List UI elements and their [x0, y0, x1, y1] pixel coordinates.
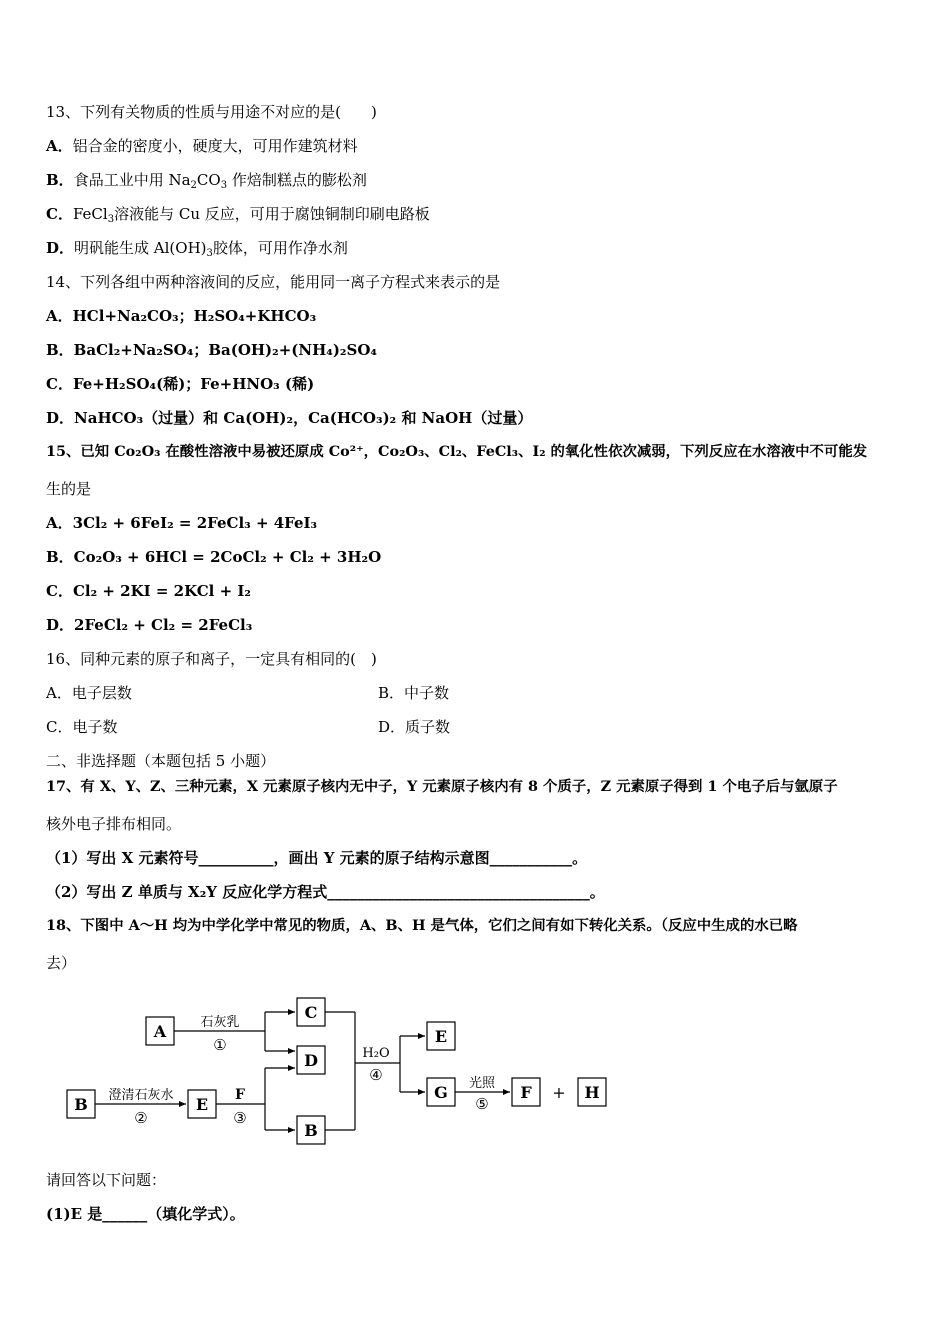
q16-option-b: B．中子数: [378, 684, 450, 702]
reagent-2: 澄清石灰水: [108, 1088, 174, 1103]
q14-option-d: D．NaHCO₃（过量）和 Ca(OH)₂，Ca(HCO₃)₂ 和 NaOH（过量）: [46, 409, 533, 427]
q15-option-c: C．Cl₂ + 2KI = 2KCl + I₂: [46, 582, 251, 600]
option-text: 食品工业中用 Na: [73, 171, 191, 189]
q15-option-a: A．3Cl₂ + 6FeI₂ = 2FeCl₃ + 4FeI₃: [46, 514, 318, 532]
reagent-1: 石灰乳: [200, 1015, 240, 1030]
step-1: ①: [213, 1036, 227, 1054]
q15-option-b: B．Co₂O₃ + 6HCl = 2CoCl₂ + Cl₂ + 3H₂O: [46, 548, 382, 566]
q17-stem-line2: 核外电子排布相同。: [46, 815, 182, 833]
q18-prompt: 请回答以下问题：: [46, 1171, 167, 1189]
node-g-label: G: [434, 1083, 448, 1102]
plus-sign: +: [552, 1083, 566, 1102]
node-b-left-label: B: [74, 1095, 88, 1114]
step-2: ②: [134, 1109, 148, 1127]
node-a-label: A: [153, 1022, 167, 1041]
q17-part2: （2）写出 Z 单质与 X₂Y 反应化学方程式___________________________________。: [46, 883, 605, 901]
q15-stem-line1: 15、已知 Co₂O₃ 在酸性溶液中易被还原成 Co²⁺，Co₂O₃、Cl₂、FeCl₃、I₂ 的氧化性依次减弱，下列反应在水溶液中不可能发: [46, 443, 868, 460]
node-d-label: D: [304, 1051, 318, 1070]
option-text: FeCl: [72, 205, 108, 223]
q16-option-a: A．电子层数: [46, 684, 132, 702]
option-text: 作焙制糕点的膨松剂: [227, 171, 367, 189]
node-f-label: F: [520, 1083, 532, 1102]
step-3: ③: [233, 1109, 247, 1127]
q14-stem: 14、下列各组中两种溶液间的反应，能用同一离子方程式来表示的是: [46, 273, 501, 291]
reagent-4: H₂O: [362, 1046, 390, 1061]
option-text: 明矾能生成 Al(OH): [74, 239, 207, 257]
option-text: 溶液能与 Cu 反应，可用于腐蚀铜制印刷电路板: [114, 205, 430, 223]
q14-option-b: B．BaCl₂+Na₂SO₄；Ba(OH)₂+(NH₄)₂SO₄: [46, 341, 377, 359]
node-e-mid-label: E: [195, 1095, 209, 1114]
q14-option-c: C．Fe+H₂SO₄(稀)；Fe+HNO₃ (稀): [46, 375, 315, 393]
q14-option-a: A．HCl+Na₂CO₃；H₂SO₄+KHCO₃: [46, 307, 317, 325]
subscript: 2: [190, 180, 197, 191]
q15-stem-line2: 生的是: [46, 480, 92, 498]
node-c-label: C: [304, 1003, 318, 1022]
subscript: 3: [107, 214, 115, 225]
q16-option-c: C．电子数: [46, 718, 118, 736]
q18-part1: (1)E 是______（填化学式）。: [46, 1205, 245, 1223]
q17-stem-line1: 17、有 X、Y、Z、三种元素，X 元素原子核内无中子，Y 元素原子核内有 8 个质子，Z 元素原子得到 1 个电子后与氩原子: [46, 778, 838, 795]
q16-option-d: D．质子数: [378, 718, 451, 736]
section-heading: 二、非选择题（本题包括 5 小题）: [46, 752, 276, 770]
reagent-5: 光照: [468, 1076, 496, 1091]
q17-part1: （1）写出 X 元素符号__________，画出 Y 元素的原子结构示意图___________。: [46, 849, 588, 867]
step-5: ⑤: [475, 1095, 489, 1113]
reagent-3: F: [235, 1087, 245, 1103]
q18-stem-line1: 18、下图中 A～H 均为中学化学中常见的物质，A、B、H 是气体，它们之间有如下转化关系。（反应中生成的水已略: [46, 917, 798, 934]
node-h-label: H: [584, 1083, 600, 1102]
option-label: C．: [46, 205, 73, 223]
option-text: 铝合金的密度小，硬度大，可用作建筑材料: [72, 137, 358, 155]
option-label: D．: [46, 239, 75, 257]
q18-stem-line2: 去）: [46, 954, 77, 972]
option-label: B．: [46, 171, 74, 189]
option-text: CO: [196, 171, 221, 189]
step-4: ④: [369, 1066, 383, 1084]
node-e-right-label: E: [434, 1027, 448, 1046]
option-text: 胶体，可用作净水剂: [212, 239, 348, 257]
option-label: A．: [46, 137, 73, 155]
node-b-right-label: B: [304, 1121, 318, 1140]
subscript: 3: [206, 248, 213, 259]
q13-stem: 13、下列有关物质的性质与用途不对应的是( ): [46, 103, 377, 121]
subscript: 3: [220, 180, 228, 191]
q15-option-d: D．2FeCl₂ + Cl₂ = 2FeCl₃: [46, 616, 253, 634]
q16-stem: 16、同种元素的原子和离子，一定具有相同的( ): [46, 650, 377, 668]
